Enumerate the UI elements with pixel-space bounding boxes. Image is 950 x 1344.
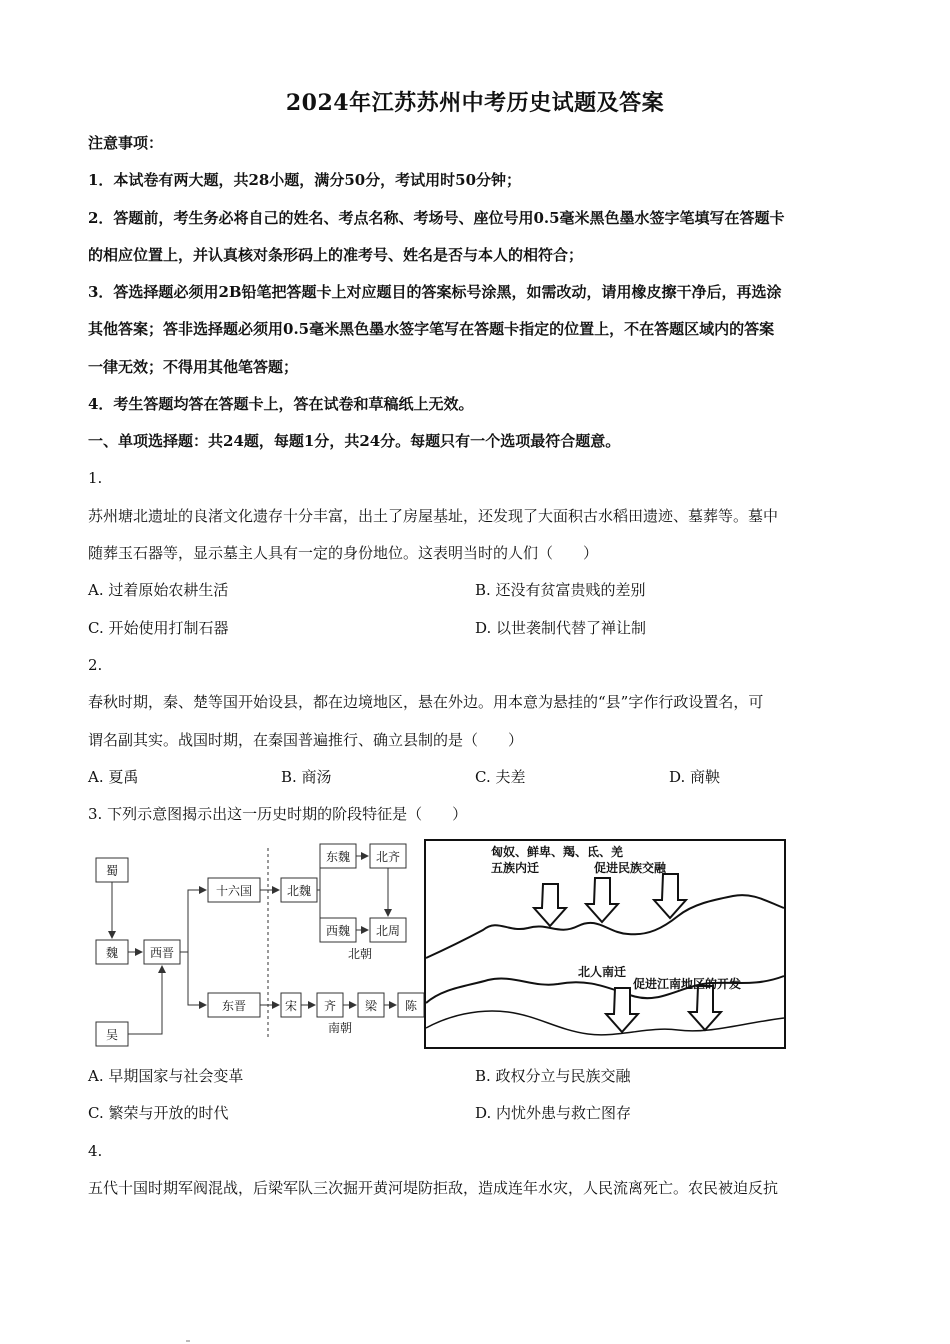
question-2-option-a: A. 夏禹 (88, 768, 139, 786)
question-1-option-d: D. 以世袭制代替了禅让制 (475, 619, 647, 637)
question-1-option-c: C. 开始使用打制石器 (88, 619, 229, 637)
diagram-node-qi: 齐 (323, 999, 337, 1013)
notice-item-1: 1．本试卷有两大题，共28小题，满分50分，考试用时50分钟； (88, 171, 522, 189)
question-2-option-c: C. 夫差 (475, 768, 526, 786)
diagram-node-chen: 陈 (404, 999, 418, 1013)
notice-item-3-line-3: 一律无效；不得用其他笔答题； (88, 358, 299, 376)
question-3-option-b: B. 政权分立与民族交融 (475, 1067, 631, 1085)
diagram-node-shiliuguo: 十六国 (215, 884, 253, 898)
question-3-option-d: D. 内忧外患与救亡图存 (475, 1104, 632, 1122)
question-2-stem-line-1: 春秋时期，秦、楚等国开始设县，都在边境地区，悬在外边。用本意为悬挂的“县”字作行政设置名，可 (88, 693, 764, 711)
question-1-number: 1. (88, 469, 103, 487)
notice-item-2-line-2: 的相应位置上，并认真核对条形码上的准考号、姓名是否与本人的相符合； (88, 246, 584, 264)
diagram-node-dongwei: 东魏 (325, 850, 351, 864)
section-heading: 一、单项选择题：共24题，每题1分，共24分。每题只有一个选项最符合题意。 (88, 432, 621, 450)
diagram-node-wei: 魏 (105, 946, 119, 960)
map-label-ethnic-fusion: 促进民族交融 (594, 861, 667, 875)
diagram-node-beizhou: 北周 (375, 924, 401, 938)
notice-item-3-line-1: 3．答选择题必须用2B铅笔把答题卡上对应题目的答案标号涂黑，如需改动，请用橡皮擦干净后，再选涂 (88, 283, 782, 301)
question-1-stem-line-1: 苏州塘北遗址的良渚文化遗存十分丰富，出土了房屋基址，还发现了大面积古水稻田遗迹、墓葬等。墓中 (88, 507, 779, 525)
question-1-option-a: A. 过着原始农耕生活 (88, 581, 229, 599)
map-label-tribes-line-1: 匈奴、鲜卑、羯、氐、羌 (491, 845, 624, 859)
notice-item-3-line-2: 其他答案；答非选择题必须用0.5毫米黑色墨水签字笔写在答题卡指定的位置上，不在答题区域内的答案 (88, 320, 775, 338)
question-2-option-b: B. 商汤 (281, 768, 332, 786)
diagram-node-xijin: 西晋 (149, 946, 175, 960)
diagram-node-shu: 蜀 (105, 864, 119, 878)
map-label-tribes-line-2: 五族内迁 (491, 861, 540, 875)
diagram-node-beiwei: 北魏 (286, 884, 312, 898)
question-2-stem-line-2: 谓名副其实。战国时期，在秦国普遍推行、确立县制的是（ ） (88, 731, 524, 749)
question-4-number: 4. (88, 1142, 103, 1160)
map-label-jiangnan-development: 促进江南地区的开发 (633, 977, 742, 991)
diagram-label-beichao: 北朝 (347, 947, 373, 961)
diagram-node-song: 宋 (284, 999, 298, 1013)
diagram-node-liang: 梁 (364, 999, 378, 1013)
notice-heading: 注意事项： (88, 134, 164, 152)
diagram-node-dongjin: 东晋 (221, 999, 247, 1013)
question-3-option-a: A. 早期国家与社会变革 (88, 1067, 244, 1085)
question-1-option-b: B. 还没有贫富贵贱的差别 (475, 581, 646, 599)
question-1-stem-line-2: 随葬玉石器等，显示墓主人具有一定的身份地位。这表明当时的人们（ ） (88, 544, 599, 562)
diagram-node-beiqi: 北齐 (375, 850, 401, 864)
diagram-node-wu: 吴 (105, 1028, 119, 1042)
page-title: 2024年江苏苏州中考历史试题及答案 (285, 90, 665, 116)
question-2-number: 2. (88, 656, 103, 674)
question-3-figure (88, 838, 788, 1050)
map-label-north-south-migration: 北人南迁 (578, 965, 627, 979)
question-3-stem: 3. 下列示意图揭示出这一历史时期的阶段特征是（ ） (88, 805, 468, 823)
notice-item-4: 4．考生答题均答在答题卡上，答在试卷和草稿纸上无效。 (88, 395, 474, 413)
page-mark (186, 1340, 190, 1342)
question-2-option-d: D. 商鞅 (669, 768, 721, 786)
diagram-label-nanchao: 南朝 (327, 1021, 353, 1035)
question-4-stem-line-1: 五代十国时期军阀混战，后梁军队三次掘开黄河堤防拒敌，造成连年水灾，人民流离死亡。农民被迫反抗 (88, 1179, 779, 1197)
notice-item-2-line-1: 2．答题前，考生务必将自己的姓名、考点名称、考场号、座位号用0.5毫米黑色墨水签字笔填写在答题卡 (88, 209, 785, 227)
question-3-map (425, 840, 785, 1048)
question-3-option-c: C. 繁荣与开放的时代 (88, 1104, 229, 1122)
diagram-node-xiwei: 西魏 (325, 924, 351, 938)
